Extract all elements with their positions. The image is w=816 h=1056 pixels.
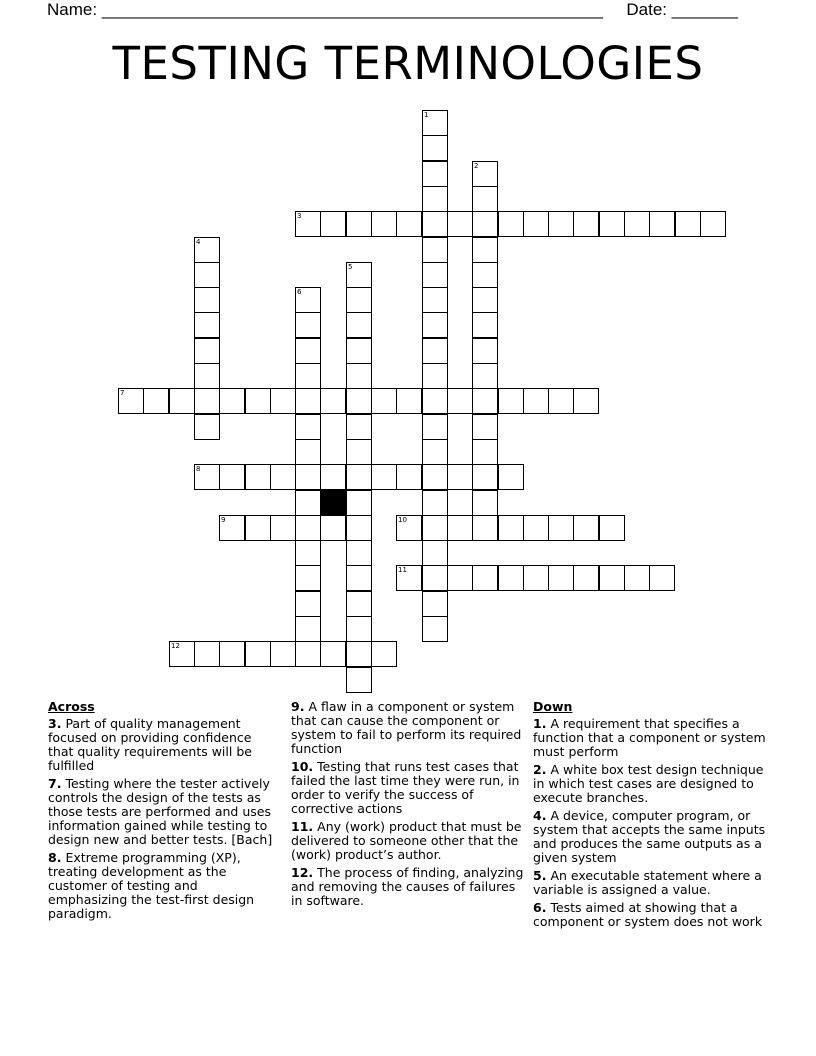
clue-number: 10 [398,516,407,524]
grid-cell[interactable] [169,388,195,414]
grid-cell[interactable] [396,565,422,591]
grid-cell[interactable] [295,439,321,465]
grid-cell[interactable] [346,439,372,465]
clue-number: 11 [398,566,407,574]
grid-cell[interactable] [346,262,372,288]
grid-cell[interactable] [194,338,220,364]
clues-column-1 [48,700,274,925]
grid-cell[interactable] [346,312,372,338]
grid-cell[interactable] [498,464,524,490]
grid-cell[interactable] [346,490,372,516]
grid-cell[interactable] [422,414,448,440]
grid-cell[interactable] [422,565,448,591]
grid-cell[interactable] [472,312,498,338]
clue-down-5: 5. An executable statement where a variable is assigned a value. [533,868,762,897]
grid-cell[interactable] [295,312,321,338]
grid-cell[interactable] [548,211,574,237]
grid-cell[interactable] [472,211,498,237]
grid-cell[interactable] [295,464,321,490]
grid-cell[interactable] [346,565,372,591]
grid-cell[interactable] [270,515,296,541]
date-label: Date: [626,0,668,19]
grid-cell[interactable] [472,262,498,288]
grid-cell[interactable] [396,388,422,414]
grid-cell[interactable] [422,135,448,161]
grid-cell[interactable] [295,414,321,440]
grid-cell[interactable] [320,464,346,490]
grid-cell[interactable] [447,464,473,490]
clues-column-3 [533,700,773,933]
grid-cell[interactable] [295,287,321,313]
grid-cell[interactable] [194,388,220,414]
grid-cell[interactable] [447,211,473,237]
grid-cell[interactable] [194,287,220,313]
grid-cell[interactable] [624,565,650,591]
grid-cell[interactable] [599,565,625,591]
grid-cell[interactable] [498,388,524,414]
grid-cell[interactable] [270,641,296,667]
grid-cell[interactable] [447,388,473,414]
grid-cell[interactable] [270,464,296,490]
grid-cell[interactable] [649,211,675,237]
grid-cell[interactable] [295,540,321,566]
grid-cell[interactable] [422,211,448,237]
grid-cell[interactable] [472,414,498,440]
grid-cell[interactable] [649,565,675,591]
grid-cell[interactable] [498,515,524,541]
grid-cell[interactable] [295,490,321,516]
grid-cell[interactable] [194,312,220,338]
grid-cell[interactable] [422,490,448,516]
grid-cell[interactable] [295,591,321,617]
down-heading: Down [533,699,573,714]
clue-across-8: 8. Extreme programming (XP), treating development as the customer of testing and emphasizing the test-first design paradigm. [48,850,255,921]
blocked-cell [320,490,346,516]
grid-cell[interactable] [396,515,422,541]
grid-cell[interactable] [498,565,524,591]
grid-cell[interactable] [371,464,397,490]
grid-cell[interactable] [422,464,448,490]
grid-cell[interactable] [295,616,321,642]
clue-across-9: 9. A flaw in a component or system that can cause the component or system to fail to perform its required function [291,699,522,756]
grid-cell[interactable] [573,565,599,591]
grid-cell[interactable] [320,641,346,667]
grid-cell[interactable] [346,211,372,237]
grid-cell[interactable] [219,464,245,490]
grid-cell[interactable] [245,515,271,541]
clue-across-7: 7. Testing where the tester actively controls the design of the tests as those tests are performed and uses information gained while testing to design new and better tests. [Bach] [48,776,273,847]
grid-cell[interactable] [422,186,448,212]
clue-number: 5 [348,263,353,271]
grid-cell[interactable] [371,388,397,414]
grid-cell[interactable] [422,591,448,617]
grid-cell[interactable] [472,237,498,263]
grid-cell[interactable] [523,515,549,541]
grid-cell[interactable] [295,338,321,364]
grid-cell[interactable] [371,641,397,667]
grid-cell[interactable] [472,565,498,591]
grid-cell[interactable] [346,414,372,440]
grid-cell[interactable] [498,211,524,237]
grid-cell[interactable] [194,414,220,440]
clue-down-4: 4. A device, computer program, or system that accepts the same inputs and produces the same outputs as a given system [533,808,766,865]
grid-cell[interactable] [422,161,448,187]
clue-down-6: 6. Tests aimed at showing that a component or system does not work [533,900,763,929]
grid-cell[interactable] [447,515,473,541]
grid-cell[interactable] [472,161,498,187]
grid-cell[interactable] [346,540,372,566]
grid-cell[interactable] [346,388,372,414]
clue-across-3: 3. Part of quality management focused on providing confidence that quality requirements will be fulfilled [48,716,252,773]
grid-cell[interactable] [523,565,549,591]
name-label: Name: [47,0,98,19]
across-heading: Across [48,699,95,714]
clue-across-10: 10. Testing that runs test cases that failed the last time they were run, in order to verify the success of corrective actions [291,759,520,816]
grid-cell[interactable] [573,211,599,237]
clue-across-12: 12. The process of finding, analyzing and removing the causes of failures in software. [291,865,524,908]
grid-cell[interactable] [472,186,498,212]
grid-cell[interactable] [472,363,498,389]
grid-cell[interactable] [194,464,220,490]
grid-cell[interactable] [422,287,448,313]
grid-cell[interactable] [472,490,498,516]
grid-cell[interactable] [320,388,346,414]
grid-cell[interactable] [295,515,321,541]
grid-cell[interactable] [346,464,372,490]
grid-cell[interactable] [396,211,422,237]
grid-cell[interactable] [194,363,220,389]
name-blank[interactable]: _____________________________________________________ [101,0,603,19]
grid-cell[interactable] [245,388,271,414]
grid-cell[interactable] [169,641,195,667]
grid-cell[interactable] [320,515,346,541]
grid-cell[interactable] [143,388,169,414]
grid-cell[interactable] [599,515,625,541]
grid-cell[interactable] [346,641,372,667]
grid-cell[interactable] [422,515,448,541]
grid-cell[interactable] [599,211,625,237]
grid-cell[interactable] [245,641,271,667]
grid-cell[interactable] [219,641,245,667]
grid-cell[interactable] [245,464,271,490]
grid-cell[interactable] [320,211,346,237]
grid-cell[interactable] [295,565,321,591]
clue-down-1: 1. A requirement that specifies a function that a component or system must perform [533,716,766,759]
grid-cell[interactable] [346,287,372,313]
grid-cell[interactable] [295,211,321,237]
grid-cell[interactable] [194,262,220,288]
grid-cell[interactable] [422,363,448,389]
grid-cell[interactable] [194,641,220,667]
grid-cell[interactable] [422,312,448,338]
grid-cell[interactable] [422,110,448,136]
clue-number: 6 [297,288,302,296]
grid-cell[interactable] [447,565,473,591]
grid-cell[interactable] [194,237,220,263]
grid-cell[interactable] [548,565,574,591]
grid-cell[interactable] [548,515,574,541]
grid-cell[interactable] [472,439,498,465]
grid-cell[interactable] [346,515,372,541]
grid-cell[interactable] [346,616,372,642]
grid-cell[interactable] [422,338,448,364]
clue-number: 9 [221,516,226,524]
grid-cell[interactable] [548,388,574,414]
clue-down-2: 2. A white box test design technique in which test cases are designed to execute branches. [533,762,764,805]
clue-across-11: 11. Any (work) product that must be delivered to someone other that the (work) product’s author. [291,819,522,862]
grid-cell[interactable] [523,388,549,414]
grid-cell[interactable] [624,211,650,237]
grid-cell[interactable] [472,388,498,414]
clues-column-2 [291,700,527,912]
grid-cell[interactable] [675,211,701,237]
clue-number: 4 [196,238,201,246]
clue-number: 1 [424,111,429,119]
grid-cell[interactable] [371,211,397,237]
grid-cell[interactable] [422,388,448,414]
grid-cell[interactable] [346,667,372,693]
grid-cell[interactable] [422,237,448,263]
clue-number: 3 [297,212,302,220]
grid-cell[interactable] [422,616,448,642]
clue-number: 12 [171,642,180,650]
grid-cell[interactable] [472,287,498,313]
grid-cell[interactable] [472,515,498,541]
grid-cell[interactable] [422,262,448,288]
grid-cell[interactable] [295,363,321,389]
grid-cell[interactable] [295,641,321,667]
clue-number: 7 [120,389,125,397]
grid-cell[interactable] [219,388,245,414]
page-title: TESTING TERMINOLOGIES [112,37,704,90]
grid-cell[interactable] [118,388,144,414]
grid-cell[interactable] [422,439,448,465]
grid-cell[interactable] [472,464,498,490]
grid-cell[interactable] [472,338,498,364]
grid-cell[interactable] [346,338,372,364]
grid-cell[interactable] [270,388,296,414]
grid-cell[interactable] [396,464,422,490]
grid-cell[interactable] [700,211,726,237]
grid-cell[interactable] [295,388,321,414]
grid-cell[interactable] [346,591,372,617]
grid-cell[interactable] [523,211,549,237]
grid-cell[interactable] [346,363,372,389]
grid-cell[interactable] [219,515,245,541]
date-blank[interactable]: _______ [671,0,738,19]
grid-cell[interactable] [422,540,448,566]
clue-number: 8 [196,465,201,473]
grid-cell[interactable] [573,515,599,541]
clue-number: 2 [474,162,479,170]
grid-cell[interactable] [573,388,599,414]
